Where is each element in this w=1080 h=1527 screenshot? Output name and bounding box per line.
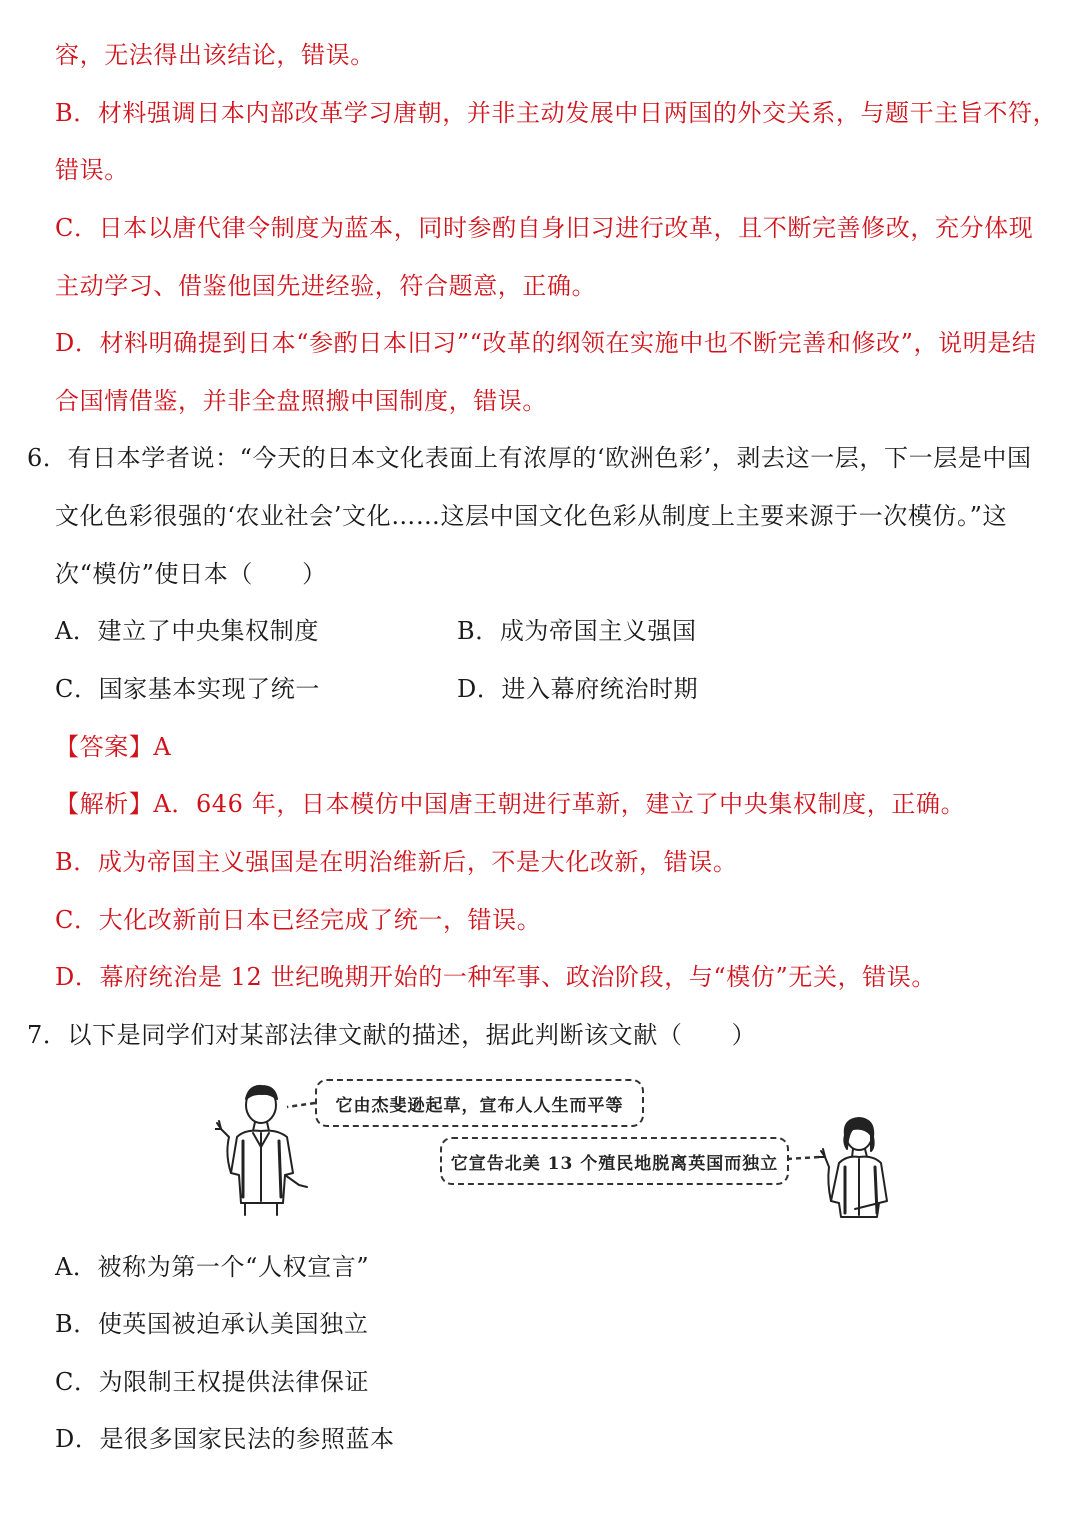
speech-pointer-1	[285, 1093, 317, 1113]
q6-option-a[interactable]: A．建立了中央集权制度	[55, 617, 319, 645]
q6-options-row1	[55, 614, 1058, 648]
q6-options-row2	[55, 672, 1058, 706]
q6-answer	[55, 730, 1058, 764]
q6-analysis-c: C．大化改新前日本已经完成了统一，错误。	[55, 906, 542, 934]
analysis-label: 【解析】	[55, 790, 154, 818]
q5-analysis-d-line2: 合国情借鉴，并非全盘照搬中国制度，错误。	[55, 387, 547, 415]
q6-analysis-a	[55, 787, 1058, 821]
q6-stem-line3: 次“模仿”使日本（ ）	[55, 560, 327, 588]
q6-stem-line1: 6．有日本学者说：“今天的日本文化表面上有浓厚的‘欧洲色彩’，剥去这一层，下一层是中国	[27, 444, 1032, 472]
q5-analysis-d-line1: D．材料明确提到日本“参酌日本旧习”“改革的纲领在实施中也不断完善和修改”，说明是结	[55, 329, 1037, 357]
speech-bubble-2: 它宣告北美 13 个殖民地脱离英国而独立	[440, 1137, 789, 1185]
q6-option-b[interactable]: B．成为帝国主义强国	[457, 617, 697, 645]
q7-option-d[interactable]: D．是很多国家民法的参照蓝本	[55, 1425, 395, 1453]
analysis-a-text: A．646 年，日本模仿中国唐王朝进行革新，建立了中央集权制度，正确。	[153, 790, 966, 818]
q7-option-a[interactable]: A．被称为第一个“人权宣言”	[55, 1253, 370, 1281]
q5-analysis-c-line2: 主动学习、借鉴他国先进经验，符合题意，正确。	[55, 272, 597, 300]
speech-bubble-1: 它由杰斐逊起草，宣布人人生而平等	[315, 1079, 644, 1127]
q7-illustration	[215, 1075, 900, 1220]
q5-analysis-b-line1: B．材料强调日本内部改革学习唐朝，并非主动发展中日两国的外交关系，与题干主旨不符，	[55, 99, 1058, 127]
q7-option-c[interactable]: C．为限制王权提供法律保证	[55, 1368, 370, 1396]
q5-analysis-c-line1: C．日本以唐代律令制度为蓝本，同时参酌自身旧习进行改革，且不断完善修改，充分体现	[55, 214, 1034, 242]
q5-analysis-b-line2: 错误。	[55, 156, 129, 184]
q6-analysis-b: B．成为帝国主义强国是在明治维新后，不是大化改新，错误。	[55, 848, 738, 876]
answer-label: 【答案】	[55, 733, 154, 761]
q5-analysis-a-tail: 容，无法得出该结论，错误。	[55, 41, 375, 69]
q7-stem: 7．以下是同学们对某部法律文献的描述，据此判断该文献（ ）	[27, 1021, 757, 1049]
q6-analysis-d: D．幕府统治是 12 世纪晚期开始的一种军事、政治阶段，与“模仿”无关，错误。	[55, 963, 936, 991]
q6-option-c[interactable]: C．国家基本实现了统一	[55, 675, 320, 703]
student-girl-figure	[815, 1113, 900, 1220]
answer-value: A	[153, 733, 172, 761]
q6-stem-line2: 文化色彩很强的‘农业社会’文化……这层中国文化色彩从制度上主要来源于一次模仿。”这	[55, 502, 1008, 530]
q6-option-d[interactable]: D．进入幕府统治时期	[457, 675, 699, 703]
q7-option-b[interactable]: B．使英国被迫承认美国独立	[55, 1310, 369, 1338]
